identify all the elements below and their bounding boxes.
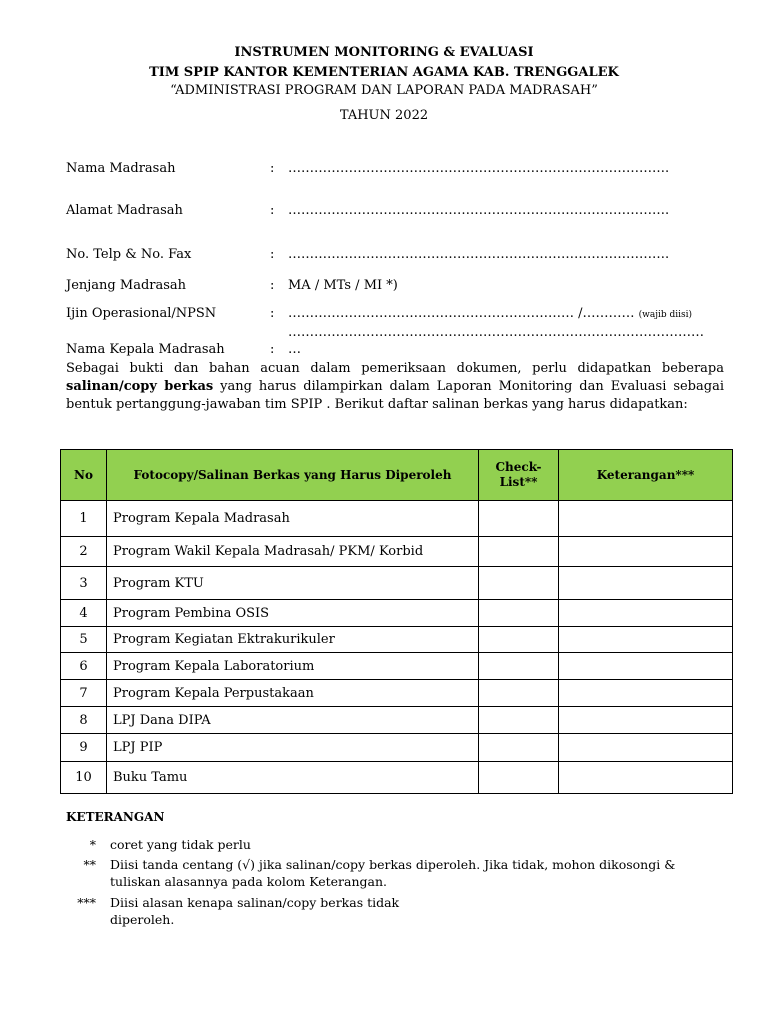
row-keterangan-cell[interactable] <box>559 567 733 600</box>
intro-text-1: Sebagai bukti dan bahan acuan dalam pemeriksaan dokumen, perlu didapatkan beberapa <box>66 361 724 376</box>
keterangan-title: KETERANGAN <box>66 810 165 824</box>
field-label: Nama Kepala Madrasah <box>66 342 225 357</box>
row-keterangan-cell[interactable] <box>559 762 733 794</box>
row-item: Program Wakil Kepala Madrasah/ PKM/ Korbid <box>107 537 479 567</box>
table-row <box>61 734 733 762</box>
field-value: ……………………………………………………………………………. <box>288 247 670 262</box>
note-text-line-1: Diisi alasan kenapa salinan/copy berkas tidak <box>110 895 400 910</box>
field-label: No. Telp & No. Fax <box>66 247 192 262</box>
field-colon: : <box>270 161 275 176</box>
row-no: 3 <box>61 567 107 600</box>
doc-title-line-1: INSTRUMEN MONITORING & EVALUASI <box>234 45 534 60</box>
row-item: Program Kegiatan Ektrakurikuler <box>107 627 479 653</box>
row-keterangan-cell[interactable] <box>559 627 733 653</box>
intro-paragraph <box>66 360 724 414</box>
field-colon: : <box>270 278 275 293</box>
field-colon: : <box>270 342 275 357</box>
field-colon: : <box>270 247 275 262</box>
header-item: Fotocopy/Salinan Berkas yang Harus Diperoleh <box>107 450 479 501</box>
row-no: 10 <box>61 762 107 794</box>
field-label: Nama Madrasah <box>66 161 176 176</box>
table-row <box>61 653 733 680</box>
row-no: 2 <box>61 537 107 567</box>
row-keterangan-cell[interactable] <box>559 653 733 680</box>
doc-title-line-2: TIM SPIP KANTOR KEMENTERIAN AGAMA KAB. TRENGGALEK <box>149 65 619 80</box>
header-keterangan: Keterangan*** <box>559 450 733 501</box>
header-no: No <box>61 450 107 501</box>
header-check <box>479 450 559 501</box>
field-value: MA / MTs / MI *) <box>288 278 398 293</box>
row-item: LPJ PIP <box>107 734 479 762</box>
note-mark: * <box>89 837 96 852</box>
row-checklist-cell[interactable] <box>479 734 559 762</box>
field-note: (wajib diisi) <box>638 310 693 320</box>
note-text: coret yang tidak perlu <box>110 837 251 852</box>
row-keterangan-cell[interactable] <box>559 680 733 707</box>
field-label: Jenjang Madrasah <box>66 278 187 293</box>
field-label: Ijin Operasional/NPSN <box>66 306 217 321</box>
note-mark: *** <box>77 895 96 910</box>
table-row <box>61 537 733 567</box>
row-item: Program Pembina OSIS <box>107 600 479 627</box>
doc-title-year: TAHUN 2022 <box>339 108 429 123</box>
intro-text-bold: salinan/copy berkas <box>66 379 214 394</box>
row-no: 9 <box>61 734 107 762</box>
berkas-table <box>60 449 733 794</box>
intro-text-2: yang harus dilampirkan dalam Laporan Monitoring dan Evaluasi sebagai bentuk pertanggung-jawaban tim SPIP . Berikut daftar salinan berkas yang harus didapatkan: <box>66 379 724 412</box>
row-item: Program KTU <box>107 567 479 600</box>
row-checklist-cell[interactable] <box>479 762 559 794</box>
field-value: … <box>288 342 301 357</box>
row-no: 6 <box>61 653 107 680</box>
field-value: ……………………………………………………………………………. <box>288 203 670 218</box>
note-mark: ** <box>83 857 96 872</box>
row-item: Program Kepala Madrasah <box>107 501 479 537</box>
note-3 <box>60 894 740 930</box>
note-text-line-1: Diisi tanda centang (√) jika salinan/copy berkas diperoleh. Jika tidak, mohon dikosongi & <box>110 857 676 872</box>
note-text-line-2: tuliskan alasannya pada kolom Keterangan. <box>110 874 388 889</box>
row-no: 4 <box>61 600 107 627</box>
row-item: Program Kepala Laboratorium <box>107 653 479 680</box>
field-colon: : <box>270 306 275 321</box>
row-no: 7 <box>61 680 107 707</box>
note-2 <box>60 856 740 892</box>
row-checklist-cell[interactable] <box>479 501 559 537</box>
table-row <box>61 707 733 734</box>
field-colon: : <box>270 203 275 218</box>
field-value: ……………………………………………………………………………. <box>288 161 670 176</box>
row-keterangan-cell[interactable] <box>559 537 733 567</box>
field-label: Alamat Madrasah <box>66 203 183 218</box>
row-item: LPJ Dana DIPA <box>107 707 479 734</box>
field-value <box>288 306 692 321</box>
row-no: 8 <box>61 707 107 734</box>
table-row <box>61 567 733 600</box>
table-header-row <box>61 450 733 501</box>
row-checklist-cell[interactable] <box>479 707 559 734</box>
row-no: 1 <box>61 501 107 537</box>
row-checklist-cell[interactable] <box>479 600 559 627</box>
table-row <box>61 600 733 627</box>
row-keterangan-cell[interactable] <box>559 501 733 537</box>
table-row <box>61 762 733 794</box>
row-keterangan-cell[interactable] <box>559 707 733 734</box>
row-item: Buku Tamu <box>107 762 479 794</box>
row-checklist-cell[interactable] <box>479 653 559 680</box>
note-text-line-2: diperoleh. <box>110 912 175 927</box>
field-value-text: ………………………………………………………… /………… <box>288 306 635 321</box>
row-keterangan-cell[interactable] <box>559 600 733 627</box>
table-row <box>61 680 733 707</box>
row-no: 5 <box>61 627 107 653</box>
row-checklist-cell[interactable] <box>479 627 559 653</box>
row-checklist-cell[interactable] <box>479 680 559 707</box>
row-checklist-cell[interactable] <box>479 537 559 567</box>
field-value: …………………………………………………………………………………… <box>288 325 704 340</box>
row-item: Program Kepala Perpustakaan <box>107 680 479 707</box>
row-keterangan-cell[interactable] <box>559 734 733 762</box>
doc-title-line-3: “ADMINISTRASI PROGRAM DAN LAPORAN PADA MADRASAH” <box>170 83 598 98</box>
row-checklist-cell[interactable] <box>479 567 559 600</box>
header-check-text: Check-List** <box>495 460 542 489</box>
table-row <box>61 501 733 537</box>
table-row <box>61 627 733 653</box>
